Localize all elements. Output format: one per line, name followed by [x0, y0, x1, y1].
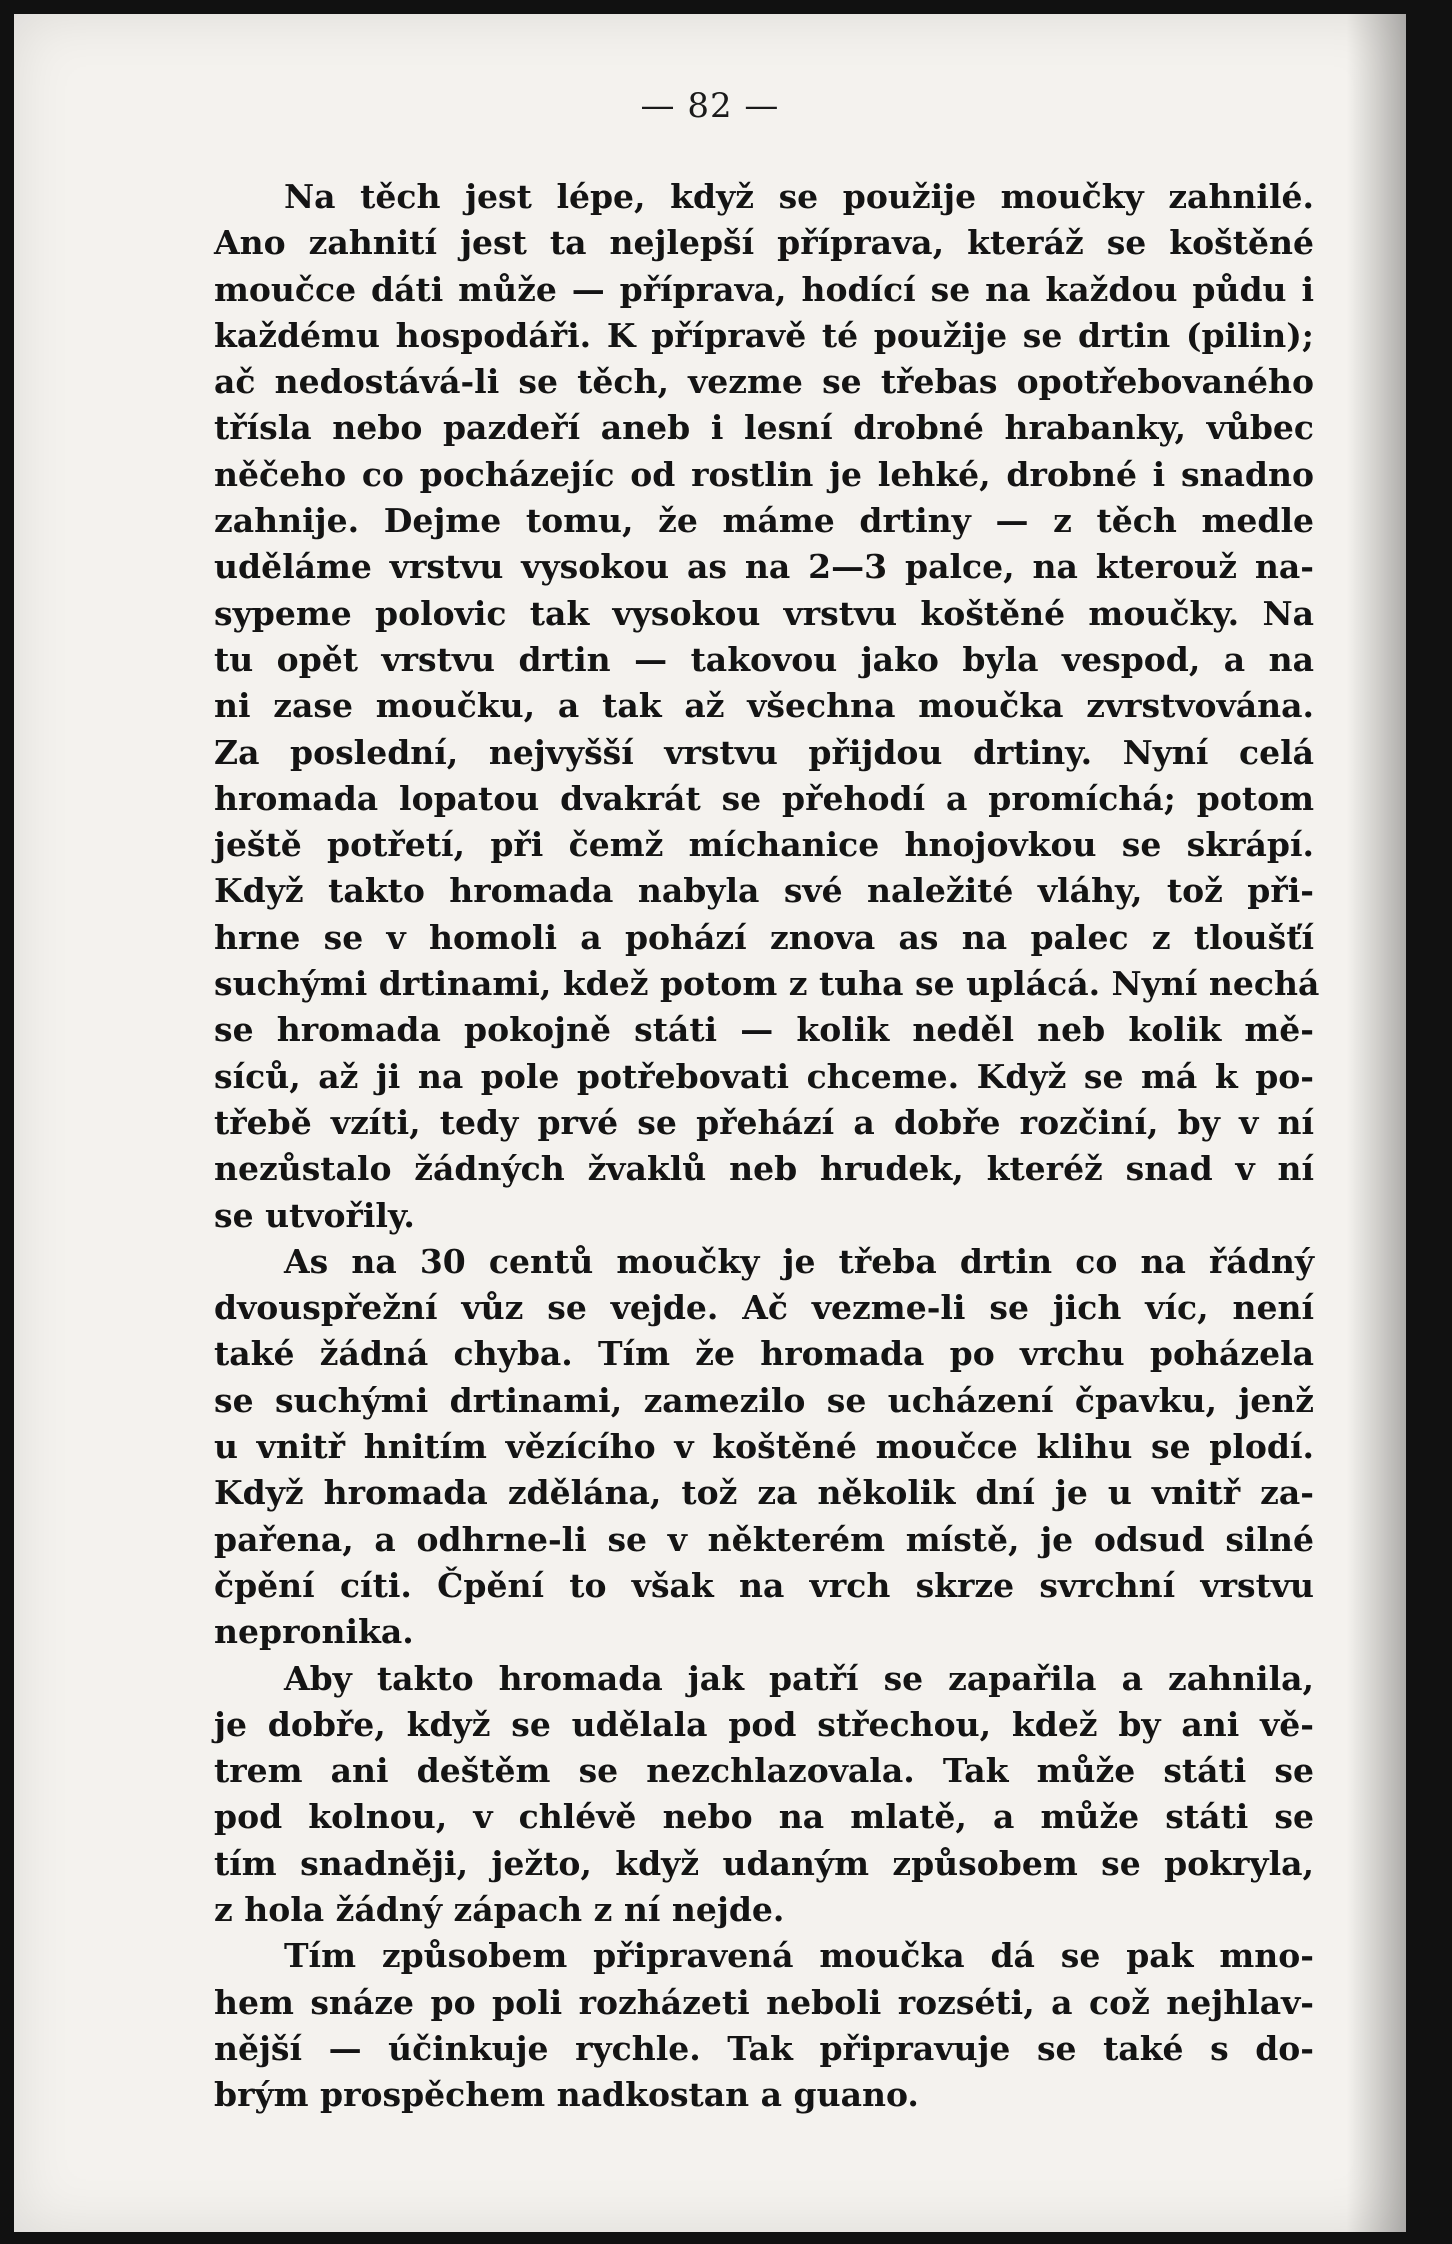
text-line: Na těch jest lépe, když se použije moučky zahnilé.: [284, 177, 1314, 216]
text-line: je dobře, když se udělala pod střechou, kdež by ani vě-: [214, 1704, 1314, 1744]
text-line: zahnije. Dejme tomu, že máme drtiny — z těch medle: [214, 501, 1314, 541]
text-line: Aby takto hromada jak patří se zapařila a zahnila,: [284, 1658, 1314, 1698]
book-page: [14, 14, 1406, 2232]
text-line: moučce dáti může — příprava, hodící se na každou půdu i: [214, 269, 1314, 309]
text-line: brým prospěchem nadkostan a guano.: [214, 2075, 919, 2115]
text-line: Když hromada zdělána, tož za několik dní je u vnitř za-: [214, 1473, 1314, 1513]
text-line: dvouspřežní vůz se vejde. Ač vezme-li se jich víc, není: [214, 1288, 1314, 1328]
text-line: Když takto hromada nabyla své naležité vláhy, tož při-: [214, 871, 1314, 911]
text-line: nější — účinkuje rychle. Tak připravuje se také s do-: [214, 2028, 1314, 2068]
text-line: se hromada pokojně státi — kolik neděl neb kolik mě-: [214, 1010, 1314, 1050]
text-line: třísla nebo pazdeří aneb i lesní drobné hrabanky, vůbec: [214, 408, 1314, 448]
body-text: [214, 174, 1320, 2118]
text-line: třebě vzíti, tedy prvé se přehází a dobře rozčiní, by v ní: [214, 1102, 1314, 1142]
text-line: sypeme polovic tak vysokou vrstvu koštěné moučky. Na: [214, 593, 1314, 633]
text-line: ještě potřetí, při čemž míchanice hnojovkou se skrápí.: [214, 825, 1314, 865]
text-line: uděláme vrstvu vysokou as na 2—3 palce, na kterouž na-: [214, 547, 1314, 587]
text-line: také žádná chyba. Tím že hromada po vrchu poházela: [214, 1334, 1314, 1374]
text-line: se suchými drtinami, zamezilo se ucházení čpavku, jenž: [214, 1380, 1314, 1420]
paragraph-4: [214, 1933, 1314, 2118]
text-line: tu opět vrstvu drtin — takovou jako byla vespod, a na: [214, 639, 1314, 679]
text-line: hem snáze po poli rozházeti neboli rozséti, a což nejhlav-: [214, 1982, 1314, 2022]
text-line: tím snadněji, ježto, když udaným způsobem se pokryla,: [214, 1843, 1314, 1883]
paragraph-1: [214, 174, 1320, 1239]
text-line: As na 30 centů moučky je třeba drtin co na řádný: [284, 1241, 1314, 1281]
page-number: — 82 —: [640, 86, 780, 126]
text-line: Ano zahnití jest ta nejlepší příprava, kteráž se koštěné: [214, 223, 1314, 263]
text-line: nezůstalo žádných žvaklů neb hrudek, kteréž snad v ní: [214, 1149, 1314, 1189]
text-line: u vnitř hnitím vězícího v koštěné moučce klihu se plodí.: [214, 1427, 1314, 1467]
paragraph-3: [214, 1656, 1314, 1934]
text-line: ni zase moučku, a tak až všechna moučka zvrstvována.: [214, 686, 1314, 726]
text-line: každému hospodáři. K přípravě té použije se drtin (pilin);: [214, 315, 1314, 355]
text-line: z hola žádný zápach z ní nejde.: [214, 1889, 785, 1929]
text-line: Za poslední, nejvyšší vrstvu přijdou drtiny. Nyní celá: [214, 732, 1314, 772]
text-line: trem ani deštěm se nezchlazovala. Tak může státi se: [214, 1751, 1314, 1791]
text-line: Tím způsobem připravená moučka dá se pak mno-: [284, 1936, 1314, 1976]
text-line: se utvořily.: [214, 1195, 415, 1235]
text-line: něčeho co pocházejíc od rostlin je lehké, drobné i snadno: [214, 454, 1314, 494]
text-line: síců, až ji na pole potřebovati chceme. Když se má k po-: [214, 1056, 1314, 1096]
text-line: suchými drtinami, kdež potom z tuha se uplácá. Nyní nechá: [214, 964, 1320, 1004]
text-line: hrne se v homoli a pohází znova as na palec z tloušťí: [214, 917, 1314, 957]
text-line: pařena, a odhrne-li se v některém místě, je odsud silné: [214, 1519, 1314, 1559]
paragraph-2: [214, 1239, 1314, 1656]
text-line: čpění cíti. Čpění to však na vrch skrze svrchní vrstvu: [214, 1565, 1314, 1605]
text-line: pod kolnou, v chlévě nebo na mlatě, a může státi se: [214, 1797, 1314, 1837]
text-line: ač nedostává-li se těch, vezme se třebas opotřebovaného: [214, 362, 1314, 402]
binding-shadow: [1346, 14, 1406, 2232]
text-line: nepronika.: [214, 1612, 414, 1652]
text-line: hromada lopatou dvakrát se přehodí a promíchá; potom: [214, 778, 1314, 818]
